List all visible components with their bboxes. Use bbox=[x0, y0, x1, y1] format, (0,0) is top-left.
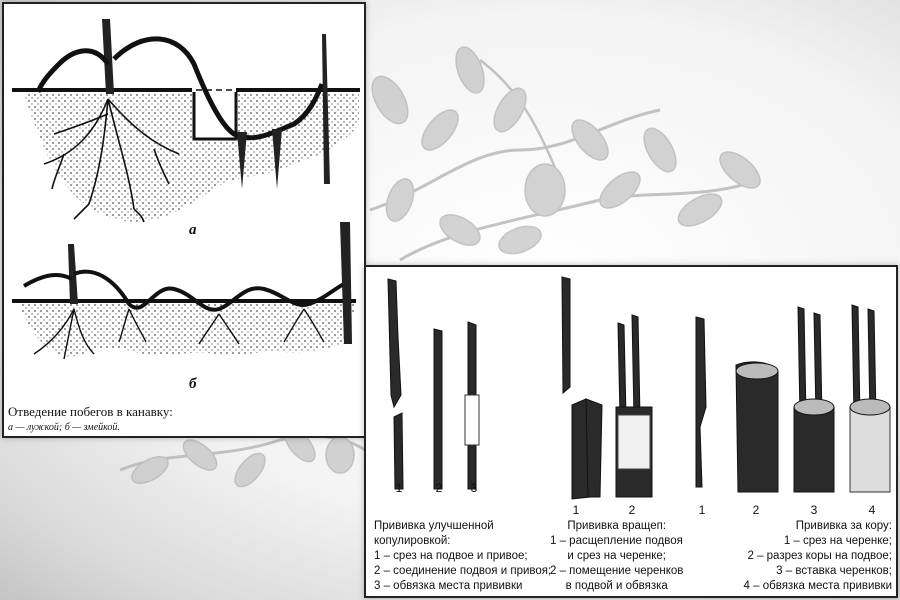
step-number-mid-2: 2 bbox=[628, 503, 636, 517]
step-number-right-1: 1 bbox=[698, 503, 706, 517]
step-number-right-3: 3 bbox=[810, 503, 818, 517]
method-cleft-item-3: 2 – помещение черенков bbox=[550, 565, 684, 577]
method-bark-item-1: 1 – срез на черенке; bbox=[783, 535, 892, 547]
layering-caption-title: Отведение побегов в канавку: bbox=[8, 404, 173, 419]
step-number-left-3: 3 bbox=[470, 481, 478, 495]
method-bark-caption bbox=[744, 519, 892, 594]
figure-a-label: а bbox=[189, 222, 197, 238]
method-copulation-item-2: 2 – соединение подвоя и привоя; bbox=[374, 565, 552, 577]
method-cleft-item-2: и срез на черенке; bbox=[567, 550, 666, 562]
figure-a-drawing bbox=[12, 19, 360, 222]
method-cleft-item-4: в подвой и обвязка bbox=[565, 580, 668, 592]
layering-drawing bbox=[4, 4, 364, 436]
figure-b-label: б bbox=[189, 376, 197, 392]
grafting-illustration-panel bbox=[364, 265, 898, 598]
method-copulation-item-1: 1 – срез на подвое и привое; bbox=[374, 550, 528, 562]
method-bark-item-3: 3 – вставка черенков; bbox=[776, 565, 892, 577]
method-bark-item-2: 2 – разрез коры на подвое; bbox=[747, 550, 892, 562]
step-number-left-1: 1 bbox=[395, 481, 403, 495]
method-bark-title: Прививка за кору: bbox=[795, 520, 892, 532]
method-copulation-caption bbox=[374, 519, 551, 594]
layering-caption-legend: а — лужкой; б — змейкой. bbox=[8, 422, 120, 433]
method-cleft-title: Прививка вращеп: bbox=[567, 520, 667, 532]
step-number-right-2: 2 bbox=[752, 503, 760, 517]
method-copulation-title-2: копулировкой: bbox=[374, 535, 451, 547]
step-number-left-2: 2 bbox=[435, 481, 443, 495]
figure-b-drawing bbox=[12, 222, 356, 359]
step-number-right-4: 4 bbox=[868, 503, 876, 517]
method-cleft-item-1: 1 – расщепление подвоя bbox=[550, 535, 683, 547]
method-copulation-item-3: 3 – обвязка места прививки bbox=[374, 580, 523, 592]
method-bark-item-4: 4 – обвязка места прививки bbox=[743, 580, 892, 592]
layering-illustration-panel bbox=[2, 2, 366, 438]
method-copulation-title-1: Прививка улучшенной bbox=[374, 520, 494, 532]
step-number-mid-1: 1 bbox=[572, 503, 580, 517]
method-cleft-caption bbox=[550, 519, 683, 594]
